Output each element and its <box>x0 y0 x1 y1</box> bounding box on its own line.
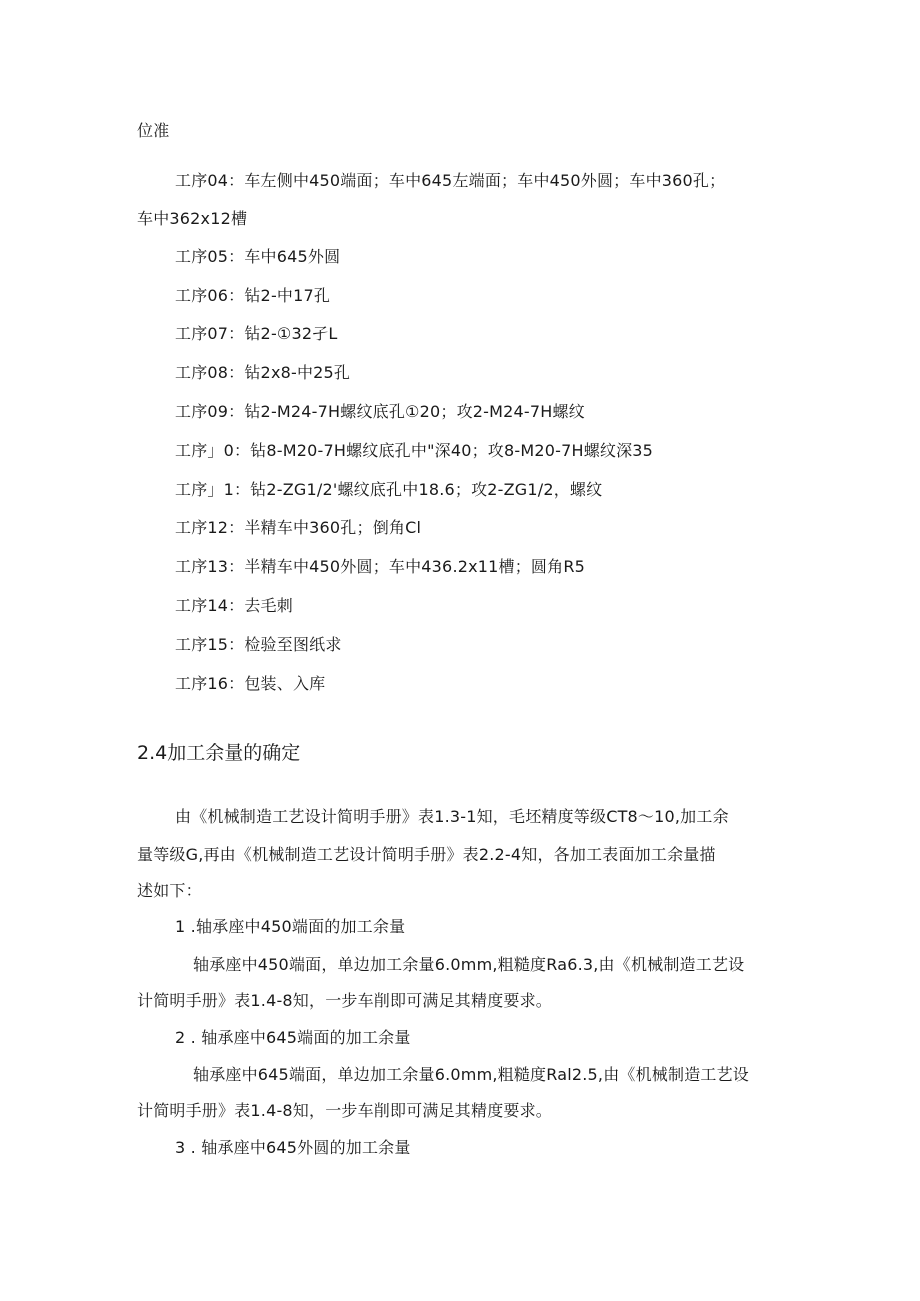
process-step: 工序」0：钻8-M20-7H螺纹底孔中"深40；攻8-M20-7H螺纹深35 <box>175 441 654 460</box>
process-step: 工序08：钻2x8-中25孔 <box>175 363 351 382</box>
item-title: 2 . 轴承座中645端面的加工余量 <box>175 1028 411 1047</box>
paragraph-line: 量等级G,再由《机械制造工艺设计简明手册》表2.2-4知，各加工表面加工余量描 <box>137 845 716 864</box>
process-step: 工序04：车左侧中450端面；车中645左端面；车中450外圆；车中360孔； <box>175 171 726 190</box>
process-step: 工序05：车中645外圆 <box>175 247 341 266</box>
item-body: 计简明手册》表1.4-8知，一步车削即可满足其精度要求。 <box>137 991 552 1010</box>
process-step: 工序06：钻2-中17孔 <box>175 286 331 305</box>
item-title: 3 . 轴承座中645外圆的加工余量 <box>175 1138 411 1157</box>
process-step: 工序」1：钻2-ZG1/2'螺纹底孔中18.6；攻2-ZG1/2，螺纹 <box>175 480 603 499</box>
paragraph-line: 由《机械制造工艺设计简明手册》表1.3-1知，毛坯精度等级CT8〜10,加工余 <box>175 807 729 826</box>
paragraph-line: 述如下： <box>137 881 202 900</box>
process-step: 工序14：去毛刺 <box>175 596 293 615</box>
item-body: 轴承座中450端面，单边加工余量6.0mm,粗糙度Ra6.3,由《机械制造工艺设 <box>193 955 745 974</box>
item-title: 1 .轴承座中450端面的加工余量 <box>175 917 406 936</box>
process-step: 工序07：钻2-①32孑L <box>175 324 338 343</box>
section-heading: 2.4加工余量的确定 <box>137 742 301 764</box>
process-step: 工序15：检验至图纸求 <box>175 635 342 654</box>
intro-tail: 位准 <box>137 121 170 140</box>
process-step: 工序13：半精车中450外圆；车中436.2x11槽；圆角R5 <box>175 557 586 576</box>
item-body: 轴承座中645端面，单边加工余量6.0mm,粗糙度Ral2.5,由《机械制造工艺设 <box>193 1065 749 1084</box>
item-body: 计简明手册》表1.4-8知，一步车削即可满足其精度要求。 <box>137 1101 552 1120</box>
process-step: 工序09：钻2-M24-7H螺纹底孔①20；攻2-M24-7H螺纹 <box>175 402 585 421</box>
process-step-continuation: 车中362x12槽 <box>137 209 248 228</box>
process-step: 工序16：包装、入库 <box>175 674 326 693</box>
process-step: 工序12：半精车中360孔；倒角Cl <box>175 518 422 537</box>
